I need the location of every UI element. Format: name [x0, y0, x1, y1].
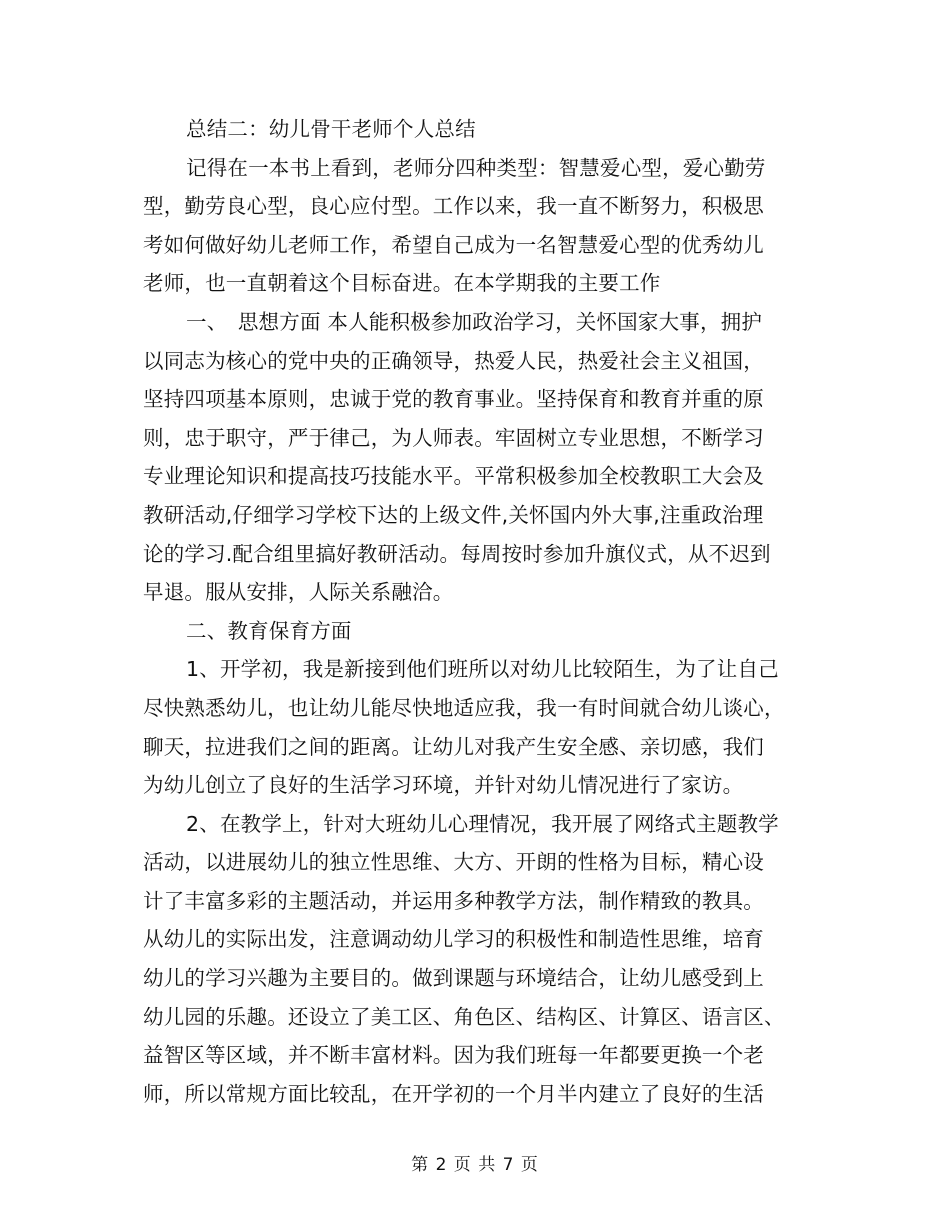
text-line: 从幼儿的实际出发，注意调动幼儿学习的积极性和制造性思维，培育 [143, 927, 764, 952]
text-line: 计了丰富多彩的主题活动，并运用多种教学方法，制作精致的教具。 [143, 888, 764, 913]
text-line: 幼儿的学习兴趣为主要目的。做到课题与环境结合，让幼儿感受到上 [143, 966, 764, 991]
text-line: 记得在一本书上看到，老师分四种类型：智慧爱心型，爱心勤劳 [186, 155, 766, 180]
text-line: 一、 思想方面 本人能积极参加政治学习，关怀国家大事，拥护 [186, 309, 763, 334]
text-line: 为幼儿创立了良好的生活学习环境，并针对幼儿情况进行了家访。 [143, 773, 744, 798]
text-line: 尽快熟悉幼儿，也让幼儿能尽快地适应我，我一有时间就合幼儿谈心， [143, 695, 785, 720]
text-line: 老师，也一直朝着这个目标奋进。在本学期我的主要工作 [143, 271, 661, 296]
text-line: 考如何做好幼儿老师工作，希望自己成为一名智慧爱心型的优秀幼儿 [143, 232, 764, 257]
text-line: 型，勤劳良心型，良心应付型。工作以来，我一直不断努力，积极思 [143, 194, 764, 219]
text-line: 专业理论知识和提高技巧技能水平。平常积极参加全校教职工大会及 [143, 464, 764, 489]
text-line: 师，所以常规方面比较乱，在开学初的一个月半内建立了良好的生活 [143, 1081, 764, 1106]
text-line: 1、开学初，我是新接到他们班所以对幼儿比较陌生，为了让自己 [186, 657, 779, 682]
text-line: 教研活动,仔细学习学校下达的上级文件,关怀国内外大事,注重政治理 [143, 502, 764, 527]
text-line: 聊天，拉进我们之间的距离。让幼儿对我产生安全感、亲切感，我们 [143, 734, 764, 759]
text-line: 则，忠于职守，严于律己，为人师表。牢固树立专业思想，不断学习 [143, 425, 764, 450]
text-line: 幼儿园的乐趣。还设立了美工区、角色区、结构区、计算区、语言区、 [143, 1004, 785, 1029]
text-line: 益智区等区域，并不断丰富材料。因为我们班每一年都要更换一个老 [143, 1043, 764, 1068]
text-line: 二、教育保育方面 [186, 618, 352, 643]
text-line: 论的学习.配合组里搞好教研活动。每周按时参加升旗仪式，从不迟到 [143, 541, 771, 566]
text-line: 早退。服从安排，人际关系融洽。 [143, 580, 454, 605]
text-line: 以同志为核心的党中央的正确领导，热爱人民，热爱社会主义祖国， [143, 348, 764, 373]
text-line: 活动，以进展幼儿的独立性思维、大方、开朗的性格为目标，精心设 [143, 850, 764, 875]
text-line: 坚持四项基本原则，忠诚于党的教育事业。坚持保育和教育并重的原 [143, 387, 764, 412]
text-line: 2、在教学上，针对大班幼儿心理情况，我开展了网络式主题教学 [186, 811, 779, 836]
page-number-footer: 第 2 页 共 7 页 [411, 1155, 539, 1175]
document-body [143, 110, 813, 1113]
text-line: 总结二：幼儿骨干老师个人总结 [186, 117, 476, 141]
